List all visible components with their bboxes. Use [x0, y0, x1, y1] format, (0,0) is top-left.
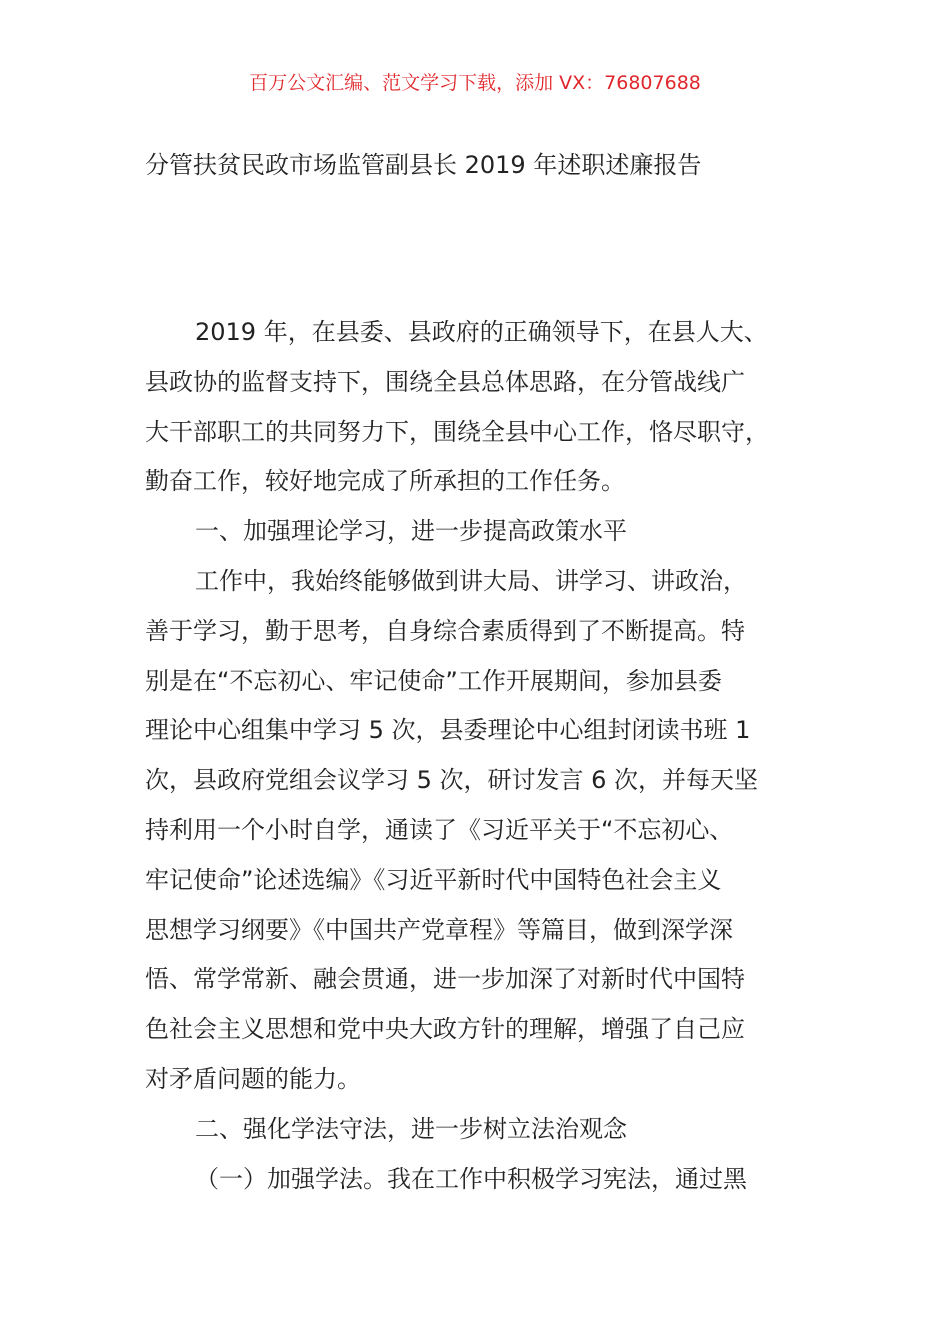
paragraph-line: 次，县政府党组会议学习 5 次，研讨发言 6 次，并每天坚	[145, 766, 759, 795]
paragraph-line: 色社会主义思想和党中央大政方针的理解，增强了自己应	[145, 1015, 745, 1044]
paragraph-line: 2019 年，在县委、县政府的正确领导下，在县人大、	[195, 318, 768, 346]
paragraph-line: 别是在“不忘初心、牢记使命”工作开展期间，参加县委	[145, 666, 722, 695]
paragraph-line: 牢记使命”论述选编》《习近平新时代中国特色社会主义	[145, 865, 722, 894]
paragraph-line: 工作中，我始终能够做到讲大局、讲学习、讲政治，	[195, 567, 747, 595]
paragraph-line: （一）加强学法。我在工作中积极学习宪法，通过黑	[195, 1164, 747, 1193]
section-heading: 二、强化学法守法，进一步树立法治观念	[195, 1114, 627, 1143]
paragraph-line: 对矛盾问题的能力。	[145, 1065, 361, 1093]
paragraph-line: 思想学习纲要》《中国共产党章程》等篇目，做到深学深	[145, 915, 733, 944]
paragraph-line: 悟、常学常新、融会贯通，进一步加深了对新时代中国特	[145, 965, 745, 994]
paragraph-line: 县政协的监督支持下，围绕全县总体思路，在分管战线广	[145, 367, 745, 396]
paragraph-line: 理论中心组集中学习 5 次，县委理论中心组封闭读书班 1	[145, 716, 751, 745]
document-title: 分管扶贫民政市场监管副县长 2019 年述职述廉报告	[145, 151, 702, 179]
paragraph-line: 大干部职工的共同努力下，围绕全县中心工作，恪尽职守，	[145, 417, 769, 446]
paragraph-line: 勤奋工作，较好地完成了所承担的工作任务。	[145, 467, 625, 496]
paragraph-line: 持利用一个小时自学，通读了《习近平关于“不忘初心、	[145, 816, 734, 844]
watermark-banner: 百万公文汇编、范文学习下载，添加 VX：76807688	[249, 72, 701, 94]
paragraph-line: 善于学习，勤于思考，自身综合素质得到了不断提高。特	[145, 616, 745, 645]
section-heading: 一、加强理论学习，进一步提高政策水平	[195, 517, 627, 546]
